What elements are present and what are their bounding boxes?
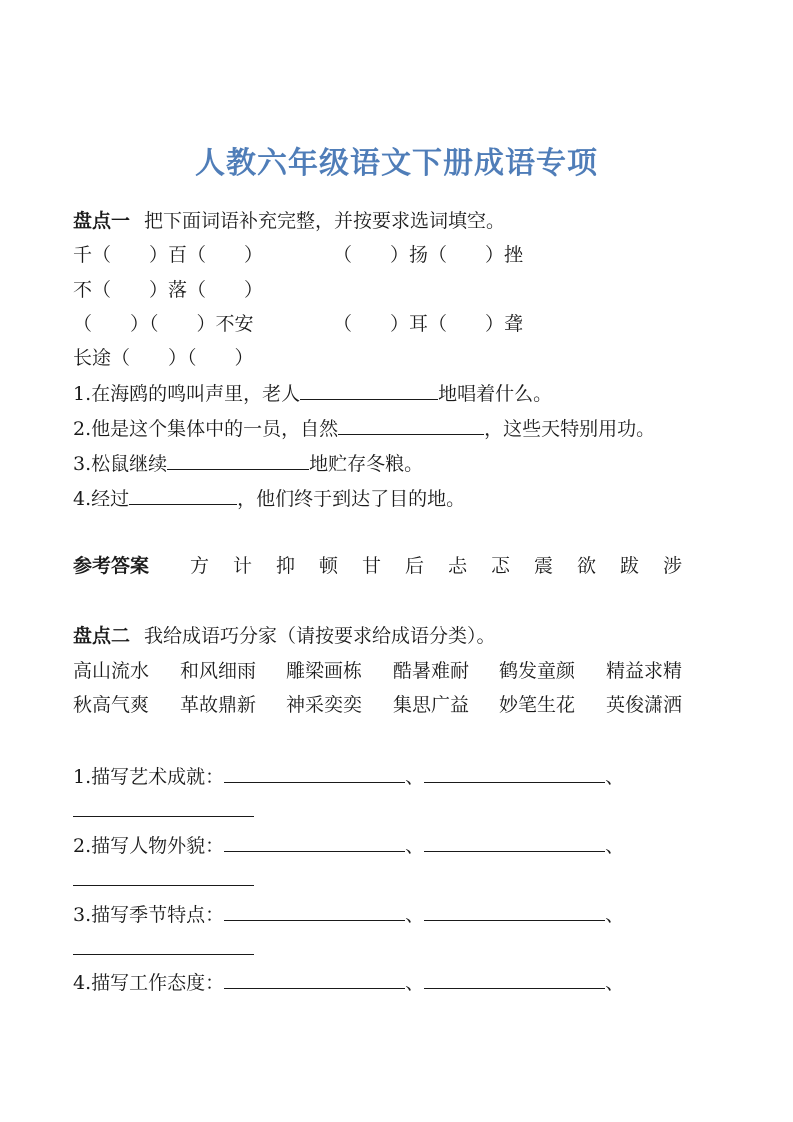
answer-blank[interactable] [424,764,605,783]
page-title: 人教六年级语文下册成语专项 [195,146,598,181]
reference-answers [73,554,733,578]
classify-label: 1.描写艺术成就： [73,766,225,788]
answer-char: 忐 [448,555,468,577]
sentence-1-text-before: 1.在海鸥的鸣叫声里，老人 [73,383,301,405]
classify-question-1-continued [73,798,254,823]
classify-question-3 [73,902,624,927]
idiom-word: 和风细雨 [180,660,257,682]
idiom-list-row-2 [73,693,733,717]
section2-heading: 盘点二 [73,625,131,647]
idiom-row-1 [73,243,733,267]
idiom-fill-1: 千（ ）百（ ） [73,244,264,266]
sentence-4-text-before: 4.经过 [73,488,130,510]
answer-char: 甘 [362,555,382,577]
separator: 、 [405,835,425,857]
answer-blank[interactable] [424,833,605,852]
sentence-3 [73,451,423,476]
separator: 、 [605,972,625,994]
separator: 、 [605,766,625,788]
idiom-fill-3: 不（ ）落（ ） [73,279,264,301]
sentence-1-text-after: 地唱着什么。 [438,383,553,405]
answer-blank[interactable] [73,867,254,886]
section2-header [73,624,496,648]
answer-char: 顿 [319,555,339,577]
classify-question-2 [73,833,624,858]
idiom-word: 鹤发童颜 [499,660,576,682]
idiom-word: 妙笔生花 [499,694,576,716]
separator: 、 [605,904,625,926]
sentence-3-text-after: 地贮存冬粮。 [309,453,424,475]
sentence-4 [73,486,465,511]
answer-char: 跋 [620,555,640,577]
idiom-fill-4: （ ）（ ）不安 [73,313,254,335]
section1-header [73,209,505,233]
sentence-2 [73,416,655,441]
answer-char: 震 [534,555,554,577]
classify-label: 4.描写工作态度： [73,972,225,994]
sentence-4-text-after: ，他们终于到达了目的地。 [237,488,466,510]
classify-question-2-continued [73,867,254,892]
separator: 、 [405,904,425,926]
section2-instruction: 我给成语巧分家（请按要求给成语分类）。 [144,625,496,647]
idiom-word: 革故鼎新 [180,694,257,716]
answer-blank[interactable] [224,833,405,852]
idiom-word: 雕梁画栋 [286,660,363,682]
sentence-2-blank[interactable] [338,416,484,435]
sentence-1-blank[interactable] [300,381,438,400]
classify-label: 2.描写人物外貌： [73,835,225,857]
separator: 、 [405,766,425,788]
answer-blank[interactable] [424,902,605,921]
answer-char: 忑 [491,555,511,577]
answers-label: 参考答案 [73,555,150,577]
idiom-word: 酷暑难耐 [393,660,470,682]
idiom-word: 集思广益 [393,694,470,716]
idiom-word: 精益求精 [606,660,683,682]
answer-blank[interactable] [224,902,405,921]
separator: 、 [405,972,425,994]
section1-heading: 盘点一 [73,210,131,232]
answer-char: 涉 [663,555,683,577]
answer-char: 抑 [276,555,296,577]
classify-question-1 [73,764,624,789]
sentence-3-blank[interactable] [167,451,309,470]
idiom-row-2 [73,278,263,302]
sentence-2-text-before: 2.他是这个集体中的一员，自然 [73,418,339,440]
answer-blank[interactable] [73,798,254,817]
answer-char: 计 [233,555,253,577]
sentence-3-text-before: 3.松鼠继续 [73,453,168,475]
sentence-1 [73,381,552,406]
classify-question-3-continued [73,936,254,961]
idiom-row-3 [73,312,733,336]
idiom-fill-6: 长途（ ）（ ） [73,347,254,369]
answer-char: 欲 [577,555,597,577]
idiom-word: 高山流水 [73,660,150,682]
separator: 、 [605,835,625,857]
section1-instruction: 把下面词语补充完整，并按要求选词填空。 [144,210,506,232]
idiom-row-4 [73,346,254,370]
answer-blank[interactable] [224,764,405,783]
idiom-word: 秋高气爽 [73,694,150,716]
idiom-list-row-1 [73,659,733,683]
classify-question-4 [73,970,624,995]
sentence-2-text-after: ，这些天特别用功。 [484,418,656,440]
answer-blank[interactable] [73,936,254,955]
idiom-word: 英俊潇洒 [606,694,683,716]
answer-blank[interactable] [424,970,605,989]
idiom-fill-2: （ ）扬（ ）挫 [333,244,524,266]
idiom-word: 神采奕奕 [286,694,363,716]
sentence-4-blank[interactable] [129,486,237,505]
answer-char: 后 [405,555,425,577]
answer-blank[interactable] [224,970,405,989]
classify-label: 3.描写季节特点： [73,904,225,926]
answer-char: 方 [190,555,210,577]
idiom-fill-5: （ ）耳（ ）聋 [333,313,524,335]
